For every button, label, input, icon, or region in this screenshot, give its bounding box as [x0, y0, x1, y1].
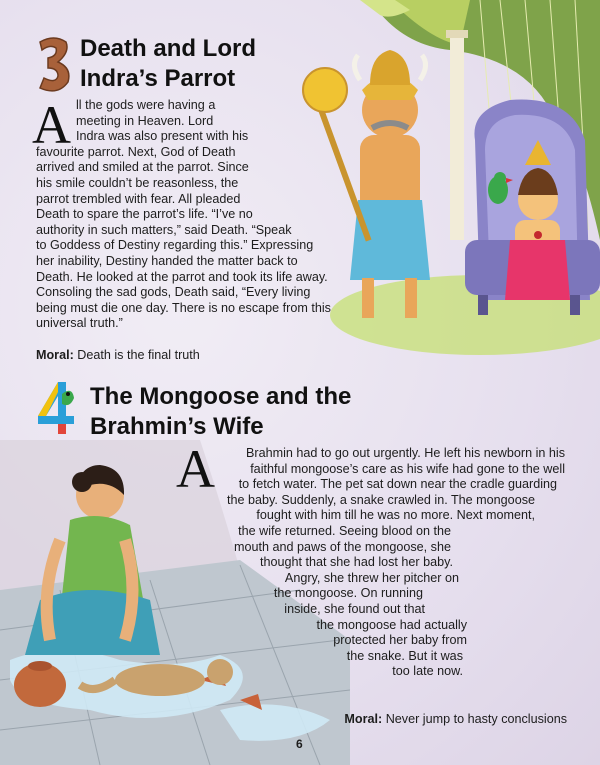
story2-line: the baby. Suddenly, a snake crawled in. The mongoose [226, 492, 535, 507]
story-title-1 [80, 34, 280, 94]
story2-line: the snake. But it was [346, 648, 463, 663]
story2-line: Brahmin had to go out urgently. He left his newborn in his [246, 446, 565, 460]
story1-line: parrot trembled with fear. All pleaded [36, 191, 241, 206]
story2-line: faithful mongoose’s care as his wife had gone to the well [250, 461, 565, 476]
story1-line: meeting in Heaven. Lord [76, 113, 214, 128]
moral-2 [344, 712, 567, 726]
story2-line: the wife returned. Seeing blood on the [238, 523, 451, 538]
story-text-1 [36, 98, 386, 332]
story1-line: ll the gods were having a [76, 98, 216, 112]
story-title-2-line2: Brahmin’s Wife [90, 413, 264, 440]
story1-line: her inability, Destiny handed the matter back to [36, 253, 298, 268]
story1-line: his smile couldn’t be reasonless, the [36, 175, 239, 190]
story1-line: Death to spare the parrot’s life. “I’ve no [36, 207, 253, 222]
story2-line: the mongoose. On running [273, 586, 423, 601]
story1-line: Consoling the sad gods, Death said, “Every living [36, 285, 311, 300]
story2-line: mouth and paws of the mongoose, she [233, 539, 451, 554]
story1-line: to Goddess of Destiny regarding this.” Expressing [36, 238, 314, 253]
story2-line: inside, she found out that [284, 601, 425, 616]
story-number-text: 3 [52, 70, 56, 76]
moral-1 [36, 348, 200, 362]
story1-line: Indra was also present with his [76, 129, 249, 144]
story-number-4 [36, 380, 76, 436]
story-text-2 [0, 446, 565, 680]
moral-text: Never jump to hasty conclusions [382, 712, 567, 726]
story2-line: the mongoose had actually [316, 617, 467, 632]
story1-line: being must die one day. There is no escape from this [36, 300, 331, 315]
story1-line: Death. He looked at the parrot and took its life away. [36, 269, 328, 284]
moral-text: Death is the final truth [73, 348, 200, 362]
story1-line: favourite parrot. Next, God of Death [36, 144, 236, 159]
story-title-2 [90, 382, 390, 442]
story2-line: thought that she had lost her baby. [259, 555, 453, 570]
story2-line: too late now. [392, 664, 463, 679]
story1-line: arrived and smiled at the parrot. Since [36, 160, 249, 175]
dropcap-2: A [176, 439, 215, 499]
story-title-1-line1: Death and Lord [80, 35, 257, 62]
story2-line: protected her baby from [333, 633, 467, 648]
story2-line: fought with him till he was no more. Next moment, [256, 508, 535, 523]
story-title-1-line2: Indra’s Parrot [80, 65, 236, 92]
story2-line: Angry, she threw her pitcher on [284, 570, 459, 585]
moral-label: Moral: [344, 712, 383, 726]
moral-label: Moral: [36, 348, 74, 362]
story-number-3 [36, 34, 72, 96]
story-title-2-line1: The Mongoose and the [90, 383, 352, 410]
dropcap-1: A [32, 95, 71, 155]
story2-line: to fetch water. The pet sat down near the cradle guarding [238, 477, 557, 492]
page-number: 6 [296, 737, 303, 751]
story1-line: authority in such matters,” said Death. “Speak [36, 222, 292, 237]
story1-line: universal truth.” [36, 316, 123, 331]
